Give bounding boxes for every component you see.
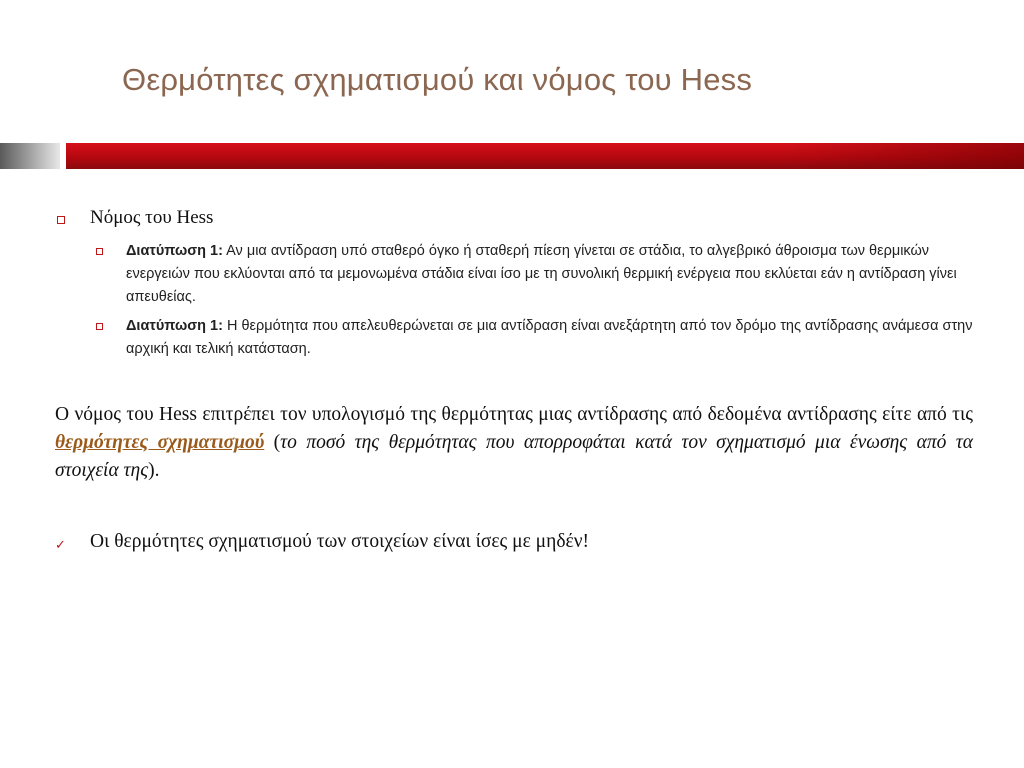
header-band-grey [0,143,60,169]
slide-title: Θερμότητες σχηματισμού και νόμος του Hess [122,62,753,97]
square-bullet-icon [57,216,65,224]
paragraph-text: ( [264,432,281,453]
bullet-item-lead: Διατύπωση 1: [126,318,223,334]
bullet-item-1 [126,240,976,309]
body-paragraph [55,401,973,485]
formation-heat-link[interactable]: θερμότητες σχηματισμού [55,432,265,453]
header-band-red [66,143,1024,169]
bullet-item-text: Αν μια αντίδραση υπό σταθερό όγκο ή σταθερή πίεση γίνεται σε στάδια, το αλγεβρικό άθροισμα των θερμικών ενεργειών που εκλύονται από τα μεμονωμένα στάδια είναι ίσο με τη συνολική θερμική ενέργεια που εκλύεται εάν η αντίδραση γίνει απευθείας. [126,243,957,305]
square-bullet-icon [96,248,103,255]
paragraph-text: Ο νόμος του Hess επιτρέπει τον υπολογισμό της θερμότητας μιας αντίδρασης από δεδομένα αντίδρασης είτε από τις [55,404,973,425]
check-item-text: Οι θερμότητες σχηματισμού των στοιχείων είναι ίσες με μηδέν! [90,531,590,552]
paragraph-italic-definition: το ποσό της θερμότητας που απορροφάται κατά τον σχηματισμό μια ένωσης από τα στοιχεία της [55,432,973,481]
checkmark-icon: ✓ [55,537,66,552]
square-bullet-icon [96,323,103,330]
paragraph-text: ). [148,460,160,481]
bullet-item-2 [126,315,976,361]
bullet-item-lead: Διατύπωση 1: [126,243,223,259]
bullet-item-text: Η θερμότητα που απελευθερώνεται σε μια αντίδραση είναι ανεξάρτητη από τον δρόμο της αντίδρασης ανάμεσα στην αρχική και τελική κατάσταση. [126,318,973,357]
bullet-heading: Νόμος του Hess [90,207,214,228]
